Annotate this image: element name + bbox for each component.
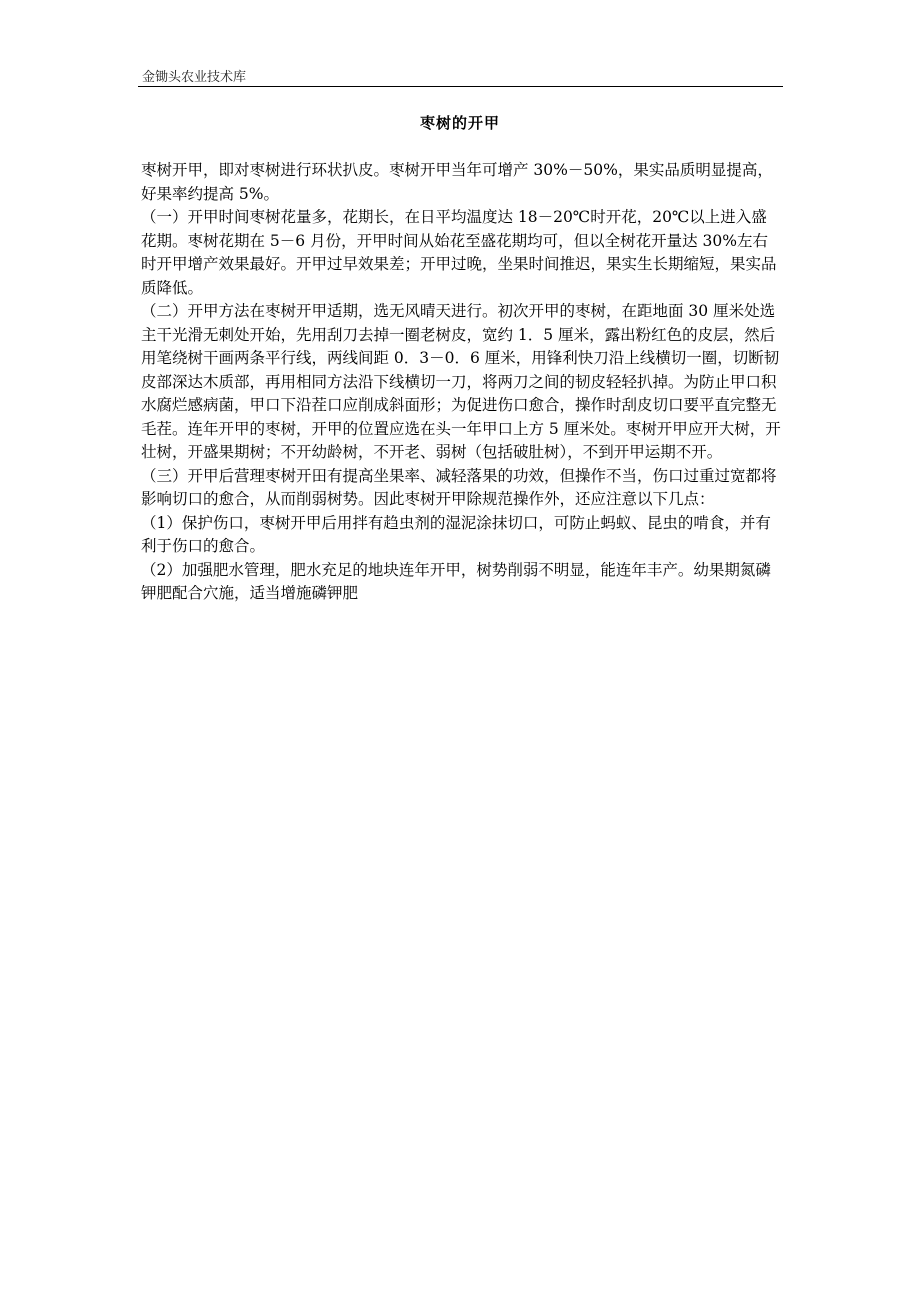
document-body — [141, 159, 781, 606]
paragraph-intro: 枣树开甲，即对枣树进行环状扒皮。枣树开甲当年可增产 30%－50%，果实品质明显提高，好果率约提高 5%。 — [141, 161, 773, 203]
page-header — [138, 62, 783, 87]
paragraph-protect-wound: （1）保护伤口，枣树开甲后用拌有趋虫剂的湿泥涂抹切口，可防止蚂蚁、昆虫的啃食，并有利于伤口的愈合。 — [141, 513, 771, 555]
paragraph-timing: （一）开甲时间枣树花量多，花期长，在日平均温度达 18－20℃时开花，20℃以上进入盛花期。枣树花期在 5－6 月份，开甲时间从始花至盛花期均可，但以全树花开量达 30%左右时开甲增产效果最好。开甲过早效果差；开甲过晚，坐果时间推迟，果实生长期缩短，果实品质降低。 — [141, 208, 777, 297]
paragraph-method: （二）开甲方法在枣树开甲适期，选无风晴天进行。初次开甲的枣树，在距地面 30 厘米处选主干光滑无刺处开始，先用刮刀去掉一圈老树皮，宽约 1．5 厘米，露出粉红色的皮层，然后用笔绕树干画两条平行线，两线间距 0．3－0．6 厘米，用锋利快刀沿上线横切一圈，切断韧皮部深达木质部，再用相同方法沿下线横切一刀，将两刀之间的韧皮轻轻扒掉。为防止甲口积水腐烂感病菌，甲口下沿茬口应削成斜面形；为促进伤口愈合，操作时刮皮切口要平直完整无毛茬。连年开甲的枣树，开甲的位置应选在头一年甲口上方 5 厘米处。枣树开甲应开大树，开壮树，开盛果期树；不开幼龄树，不开老、弱树（包括破肚树），不到开甲运期不开。 — [141, 302, 781, 461]
document-title: 枣树的开甲 — [419, 114, 500, 132]
paragraph-management: （三）开甲后营理枣树开田有提高坐果率、减轻落果的功效，但操作不当，伤口过重过宽都将影响切口的愈合，从而削弱树势。因此枣树开甲除规范操作外，还应注意以下几点： — [141, 466, 777, 508]
header-text: 金锄头农业技术库 — [142, 70, 247, 85]
paragraph-fertilizer: （2）加强肥水管理，肥水充足的地块连年开甲，树势削弱不明显，能连年丰产。幼果期氮磷钾肥配合穴施，适当增施磷钾肥 — [141, 560, 771, 602]
